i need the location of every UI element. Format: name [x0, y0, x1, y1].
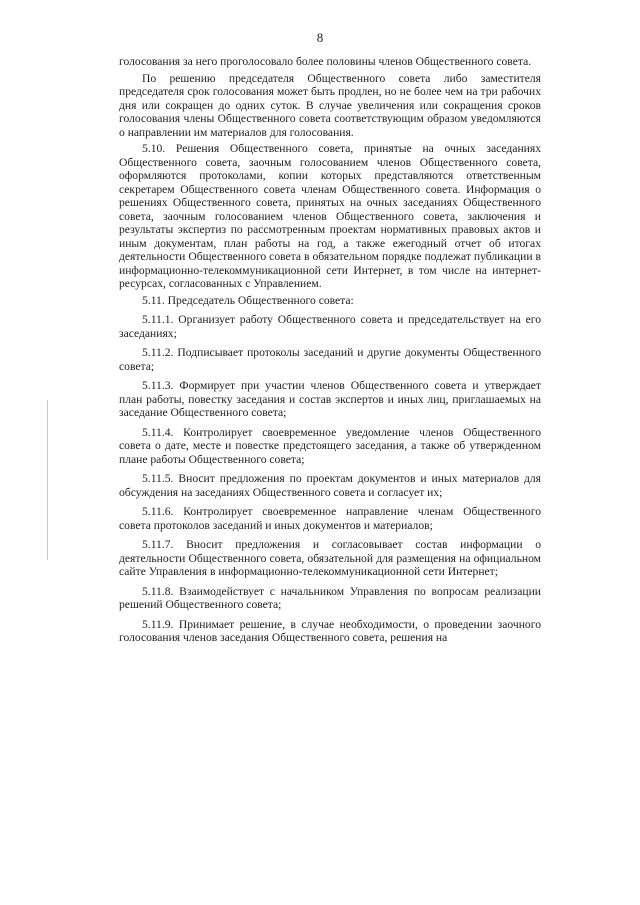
paragraph-5-11-5: 5.11.5. Вносит предложения по проектам документов и иных материалов для обсуждения на заседаниях Общественного совета и согласует их; [119, 472, 541, 499]
paragraph-5-11-7: 5.11.7. Вносит предложения и согласовывает состав информации о деятельности Общественного совета, обязательной для размещения на официальном сайте Управления в информационно-телекоммуникационной сети Интернет; [119, 538, 541, 578]
document-body [119, 55, 541, 645]
paragraph-5-11-1: 5.11.1. Организует работу Общественного совета и председательствует на его заседаниях; [119, 313, 541, 340]
paragraph-voting-majority: голосования за него проголосовало более половины членов Общественного совета. [119, 55, 532, 68]
paragraph-5-11: 5.11. Председатель Общественного совета: [142, 293, 354, 307]
paragraph-5-11-9: 5.11.9. Принимает решение, в случае необходимости, о проведении заочного голосования членов заседания Общественного совета, решения на [119, 617, 541, 644]
paragraph-5-11-3: 5.11.3. Формирует при участии членов Общественного совета и утверждает план работы, повестку заседания и состав экспертов и иных лиц, приглашаемых на заседание Общественного совета; [119, 379, 541, 419]
paragraph-voting-period: По решению председателя Общественного совета либо заместителя председателя срок голосования может быть продлен, но не более чем на три рабочих дня или сокращен до одних суток. В случае увеличения или сокращения сроков голосования члены Общественного совета соответствующим образом уведомляются о направлении им материалов для голосования. [119, 71, 541, 139]
paragraph-5-10: 5.10. Решения Общественного совета, принятые на очных заседаниях Общественного совета, заочным голосованием членов Общественного совета, оформляются протоколами, копии которых представляются ответственным секретарем Общественного совета членам Общественного совета. Информация о решениях Общественного совета, принятых на очных заседаниях Общественного совета, заочным голосованием членов Общественного совета, заключения и результаты экспертиз по рассмотренным проектам нормативных правовых актов и иным документам, план работы на год, а также ежегодный отчет об итогах деятельности Общественного совета в обязательном порядке подлежат публикации в информационно-телекоммуникационной сети Интернет, в том числе на интернет-ресурсах, согласованных с Управлением. [119, 142, 541, 290]
paragraph-5-11-8: 5.11.8. Взаимодействует с начальником Управления по вопросам реализации решений Общественного совета; [119, 584, 541, 611]
scan-margin-mark [47, 400, 48, 560]
page-number: 8 [316, 30, 324, 45]
paragraph-5-11-2: 5.11.2. Подписывает протоколы заседаний и другие документы Общественного совета; [119, 346, 541, 373]
paragraph-5-11-6: 5.11.6. Контролирует своевременное направление членам Общественного совета протоколов заседаний и иных документов и материалов; [119, 505, 541, 532]
paragraph-5-11-4: 5.11.4. Контролирует своевременное уведомление членов Общественного совета о дате, месте и повестке предстоящего заседания, а также об утвержденном плане работы Общественного совета; [119, 425, 541, 466]
